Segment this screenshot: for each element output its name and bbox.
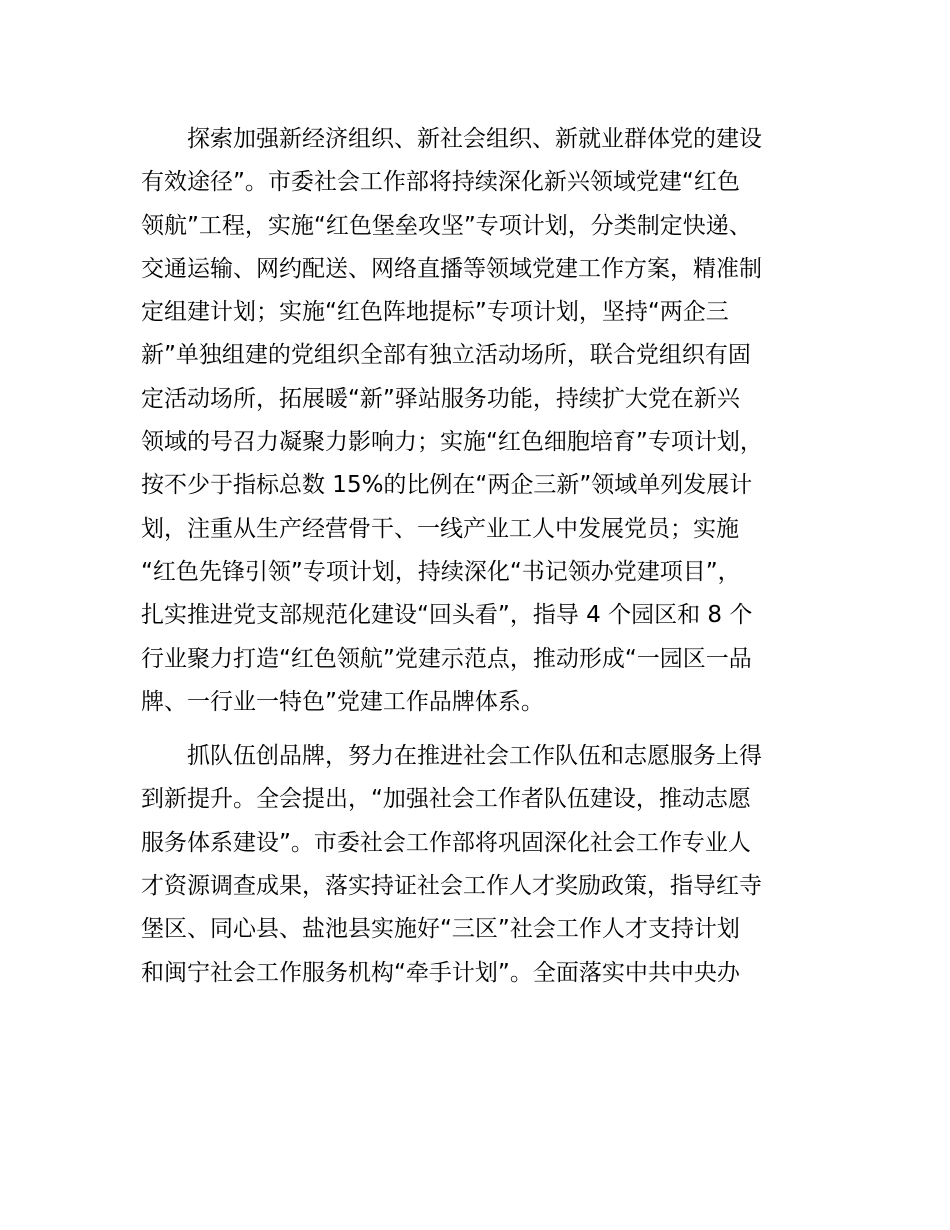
text-line: 探索加强新经济组织、新社会组织、新就业群体党的建设 [187,126,762,152]
document-body [141,118,831,995]
text-line: 按不少于指标总数 15%的比例在“两企三新”领域单列发展计 [141,472,753,499]
text-line: 扎实推进党支部规范化建设“回头看”，指导 4 个园区和 8 个 [141,602,753,629]
text-line: 领航”工程，实施“红色堡垒攻坚”专项计划，分类制定快递、 [141,212,752,239]
paragraph-1 [141,118,831,724]
text-line: 行业聚力打造“红色领航”党建示范点，推动形成“一园区一品 [141,645,752,672]
text-line: 定组建计划；实施“红色阵地提标”专项计划，坚持“两企三 [141,299,729,326]
text-line: 定活动场所，拓展暖“新”驿站服务功能，持续扩大党在新兴 [141,385,740,412]
text-line: “红色先锋引领”专项计划，持续深化“书记领办党建项目”， [141,558,741,585]
paragraph-2 [141,735,831,995]
text-line: 新”单独组建的党组织全部有独立活动场所，联合党组织有固 [141,342,751,369]
text-line: 划，注重从生产经营骨干、一线产业工人中发展党员；实施 [141,515,739,542]
text-line: 才资源调查成果，落实持证社会工作人才奖励政策，指导红寺 [141,873,762,900]
text-line: 有效途径”。市委社会工作部将持续深化新兴领域党建“红色 [141,169,740,196]
text-line: 交通运输、网约配送、网络直播等领域党建工作方案，精准制 [141,255,762,282]
paragraph-gap [141,724,831,735]
text-line: 牌、一行业一特色”党建工作品牌体系。 [141,688,544,715]
text-line: 到新提升。全会提出，“加强社会工作者队伍建设，推动志愿 [141,786,751,813]
text-line: 领域的号召力凝聚力影响力；实施“红色细胞培育”专项计划， [141,429,763,456]
text-line: 堡区、同心县、盐池县实施好“三区”社会工作人才支持计划 [141,916,740,943]
text-line: 和闽宁社会工作服务机构“牵手计划”。全面落实中共中央办 [141,959,740,986]
text-line: 服务体系建设”。市委社会工作部将巩固深化社会工作专业人 [141,829,751,856]
text-line: 抓队伍创品牌，努力在推进社会工作队伍和志愿服务上得 [187,743,762,770]
